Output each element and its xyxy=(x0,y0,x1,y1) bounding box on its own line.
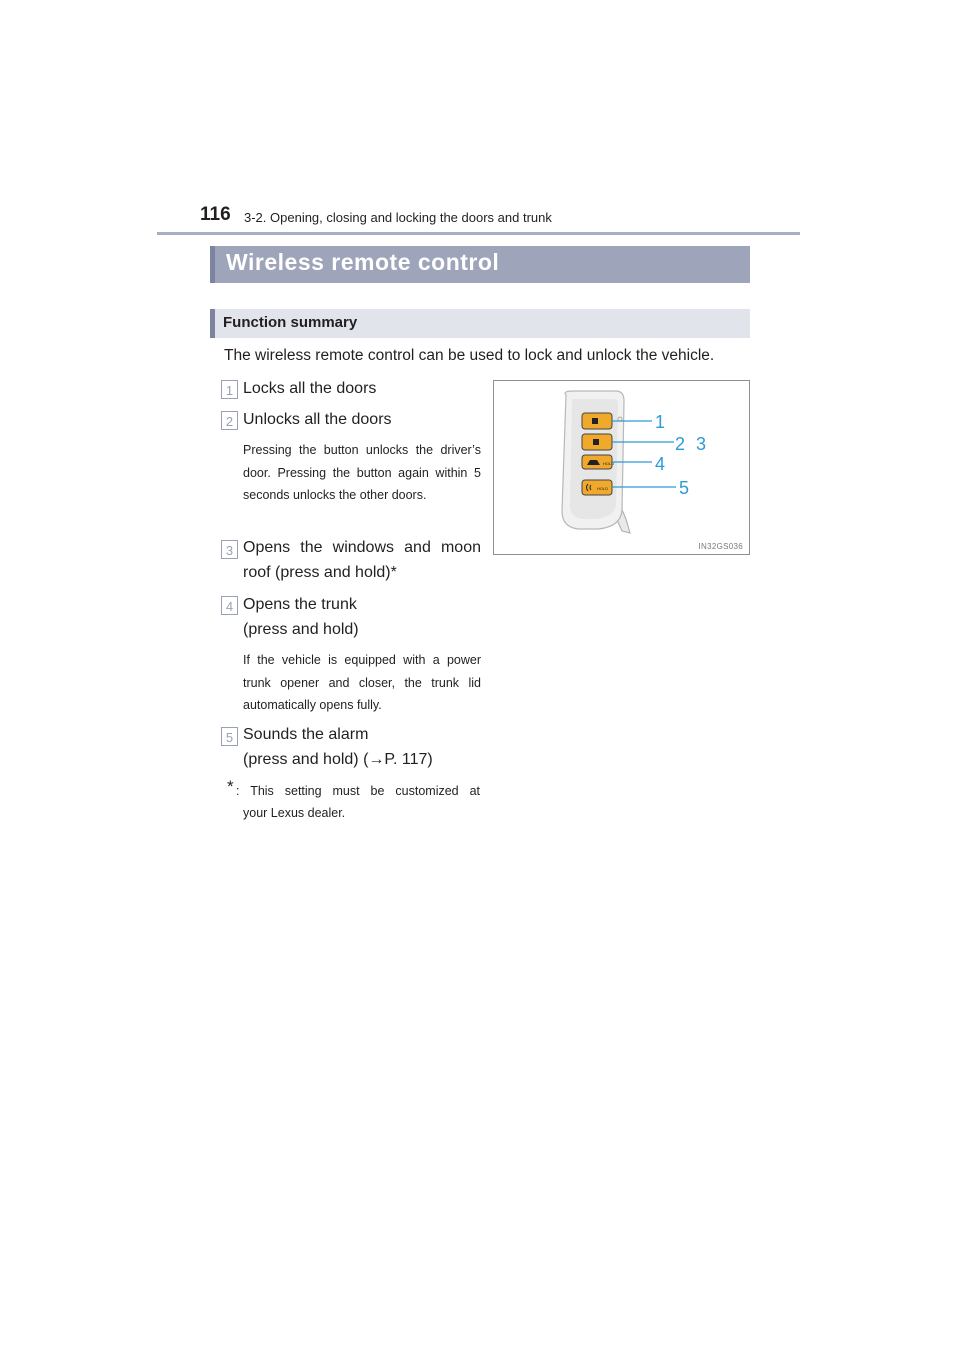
section-subtitle: Function summary xyxy=(223,314,358,331)
item-4-note: If the vehicle is equipped with a power trunk opener and closer, the trunk lid automatically opens fully. xyxy=(243,653,481,712)
callout-1: 1 xyxy=(655,412,666,432)
footnote-mark: * xyxy=(227,777,234,796)
item-number-4: 4 xyxy=(221,596,238,615)
callout-2: 2 xyxy=(675,434,686,454)
intro-text: The wireless remote control can be used to lock and unlock the vehicle. xyxy=(224,347,715,364)
footnote-line1: : This setting must be customized at xyxy=(236,784,480,798)
callout-3: 3 xyxy=(696,434,707,454)
item-number-1: 1 xyxy=(221,380,238,399)
page-title: Wireless remote control xyxy=(226,249,500,275)
item-3-text-line1: Opens the windows and moon xyxy=(243,539,481,556)
item-number-5: 5 xyxy=(221,727,238,746)
item-number-3: 3 xyxy=(221,540,238,559)
figure-code: IN32GS036 xyxy=(698,542,743,551)
remote-key-figure xyxy=(493,380,750,555)
trunk-hold-label: HOLD xyxy=(603,461,615,466)
item-2-text: Unlocks all the doors xyxy=(243,411,392,428)
item-2-note: Pressing the button unlocks the driver’s door. Pressing the button again within 5 seconds unlocks the other doors. xyxy=(243,443,481,502)
header-divider xyxy=(157,232,800,235)
subtitle-accent xyxy=(210,309,215,338)
page-number: 116 xyxy=(200,204,231,225)
item-5-text-line1: Sounds the alarm xyxy=(243,726,369,743)
item-3-text-line2: roof (press and hold)* xyxy=(243,564,397,581)
panic-hold-label: HOLD xyxy=(597,486,609,491)
callout-4: 4 xyxy=(655,454,666,474)
item-4-text-line1: Opens the trunk xyxy=(243,596,357,613)
item-number-2: 2 xyxy=(221,411,238,430)
section-heading: 3-2. Opening, closing and locking the doors and trunk xyxy=(244,210,552,225)
footnote-line2: your Lexus dealer. xyxy=(243,806,346,820)
item-1-text: Locks all the doors xyxy=(243,380,377,397)
item-5-text-line2: (press and hold) (→P. 117) xyxy=(243,751,433,768)
callout-5: 5 xyxy=(679,478,690,498)
title-accent xyxy=(210,246,215,283)
key-fob-illustration xyxy=(494,381,750,555)
subtitle-bar xyxy=(210,309,750,338)
item-4-text-line2: (press and hold) xyxy=(243,621,359,638)
unlock-icon xyxy=(593,439,599,445)
lock-icon xyxy=(592,418,598,424)
title-bar xyxy=(210,246,750,283)
